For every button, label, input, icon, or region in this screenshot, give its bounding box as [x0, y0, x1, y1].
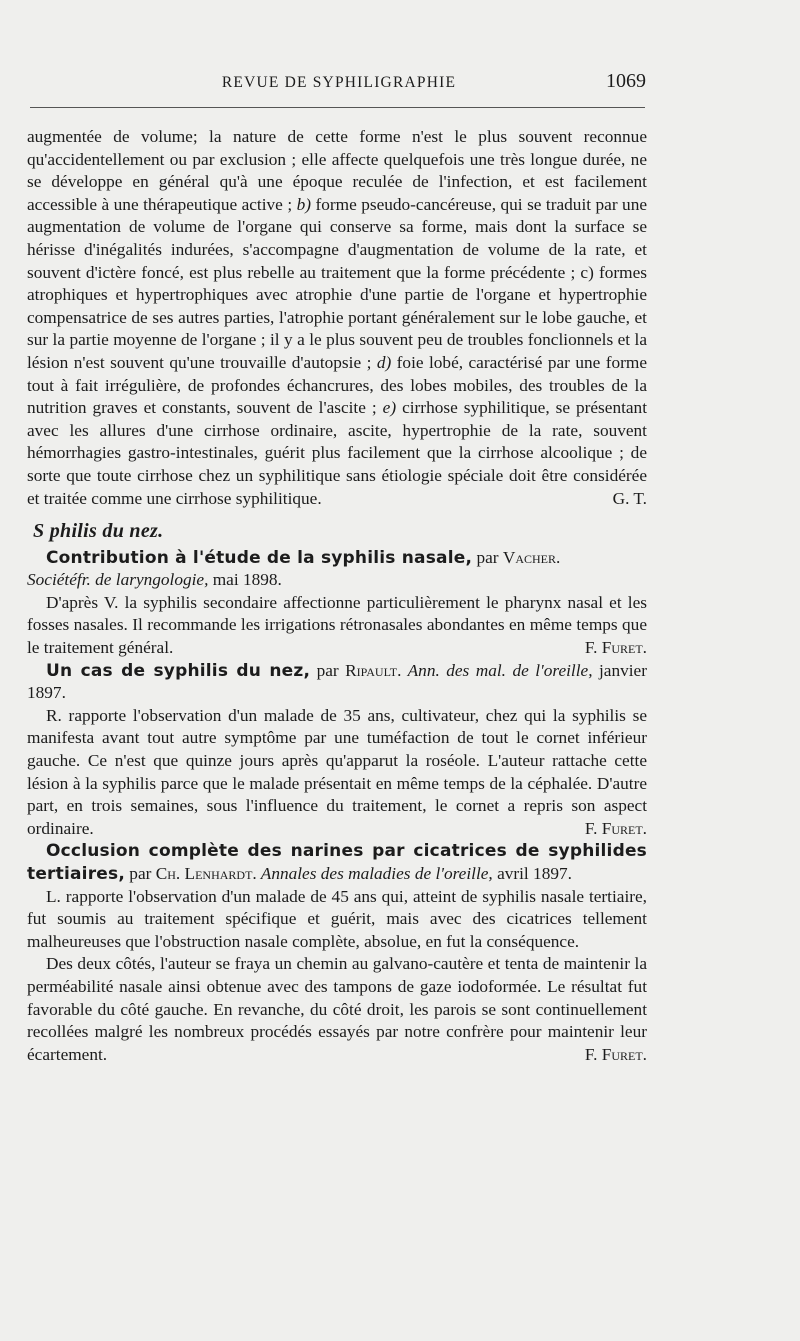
article-2-citation: Un cas de syphilis du nez, par Ripault. Ann. des mal. de l'oreille, janvier 1897. — [27, 660, 647, 703]
article-2-body: R. rapporte l'observation d'un malade de 35 ans, cultivateur, chez qui la syphilis se manifesta avant tout autre symptôme par une tuméfaction de tout le cornet inférieur gauche. Ce n'est que quinze jours après qu'apparut la roséole. L'auteur rattache cette lésion à la syphilis parce que le malade présentait en même temps de la céphalée. D'autre part, en trois semaines, sous l'influence du traitement, le cornet a repris son aspect ordinaire. F. Furet. — [27, 705, 647, 841]
article-1-date: mai 1898. — [208, 570, 282, 590]
intro-paragraph: augmentée de volume; la nature de cette forme n'est le plus souvent reconnue qu'accidentellement ou par exclusion ; elle affecte quelquefois une très longue durée, ne se développe en général qu'à une époque reculée de l'infection, et est facilement accessible à une thérapeutique active ; b) forme pseudo-cancéreuse, qui se traduit par une augmentation de volume de l'organe qui conserve sa forme, mais dont la surface se hérisse d'inégalités indurées, s'accompagne d'augmentation de volume de la rate, et souvent d'ictère foncé, est plus rebelle au traitement que la forme précédente ; c) formes atrophiques et hypertrophiques avec atrophie d'une partie de l'organe et hypertrophie compensatrice de ses autres parties, l'atrophie portant généralement sur le lobe gauche, et sur la partie moyenne de l'organe ; il y a le plus souvent peu de troubles fonclionnels et la lésion n'est souvent qu'une trouvaille d'autopsie ; d) foie lobé, caractérisé par une forme tout à fait irrégulière, de profondes échancrures, des lobes mobiles, des troubles de la nutrition graves et constants, souvent de l'ascite ; e) cirrhose syphilitique, se présentant avec les allures d'une cirrhose ordinaire, ascite, hypertrophie de la rate, souvent hémorrhagies gastro-intestinales, guérit plus facilement que la cirrhose alcoolique ; de sorte que toute cirrhose chez un syphilitique sans étiologie spéciale doit être considérée et traitée comme une cirrhose syphilitique. G. T. — [27, 126, 647, 510]
article-1-signature: F. Furet. — [584, 638, 647, 658]
article-2-author: Ripault. — [345, 660, 402, 680]
article-3-title: Occlusion complète des narines par cicatrices de syphilides tertiaires, — [27, 841, 647, 884]
page-number: 1069 — [606, 70, 646, 92]
section-heading: S philis du nez. — [33, 520, 164, 543]
article-1-citation: Contribution à l'étude de la syphilis nasale, par Vacher. Sociétéfr. de laryngologie, mai 1898. — [27, 547, 561, 590]
item-label-c: c) — [580, 262, 594, 282]
article-1-author: Vacher. — [502, 547, 561, 567]
page-header — [30, 70, 648, 96]
article-2-source: Ann. des mal. de l'oreille, — [401, 660, 593, 680]
item-label-b: b) — [296, 194, 312, 214]
article-2-title: Un cas de syphilis du nez, — [46, 660, 311, 681]
intro-signature: G. T. — [612, 488, 647, 508]
article-1-body: D'après V. la syphilis secondaire affectionne particulièrement le pharynx nasal et les fosses nasales. Il recommande les irrigations rétronasales abondantes en même temps que le traitement général. F. Furet. — [27, 592, 647, 660]
article-2-signature: F. Furet. — [584, 818, 647, 838]
page-body — [27, 126, 647, 1066]
article-3-signature: F. Furet. — [584, 1044, 647, 1064]
article-1-source: Sociétéfr. de laryngologie, — [27, 570, 209, 590]
article-3-source: Annales des maladies de l'oreille, — [256, 864, 493, 883]
article-3-author: Ch. Lenhardt. — [155, 864, 257, 883]
article-3-body: L. rapporte l'observation d'un malade de 45 ans qui, atteint de syphilis nasale tertiaire, fut soumis au traitement spécifique et guérit, mais avec des cicatrices tellement malheureuses que l'obstruction nasale complète, absolue, en fut la conséquence. — [27, 886, 647, 951]
article-3-date: avril 1897. — [492, 864, 572, 883]
article-3-body-continued: Des deux côtés, l'auteur se fraya un chemin au galvano-cautère et tenta de maintenir la perméabilité nasale ainsi obtenue avec des tampons de gaze iodoformée. Le résultat fut favorable du côté gauche. En revanche, du côté droit, les parois se sont continuellement recollées malgré les nombreux procédés essayés par notre confrère pour maintenir leur écartement. F. Furet. — [27, 953, 647, 1066]
article-2-date: janvier 1897. — [27, 660, 647, 703]
article-3-citation: Occlusion complète des narines par cicatrices de syphilides tertiaires, par Ch. Lenhardt. Annales des maladies de l'oreille, avril 1897. — [27, 841, 647, 884]
header-rule — [30, 107, 645, 108]
item-label-e: e) — [382, 398, 397, 418]
running-title: REVUE DE SYPHILIGRAPHIE — [221, 74, 457, 91]
item-label-d: d) — [376, 352, 392, 372]
article-1-title: Contribution à l'étude de la syphilis nasale, — [46, 547, 473, 568]
